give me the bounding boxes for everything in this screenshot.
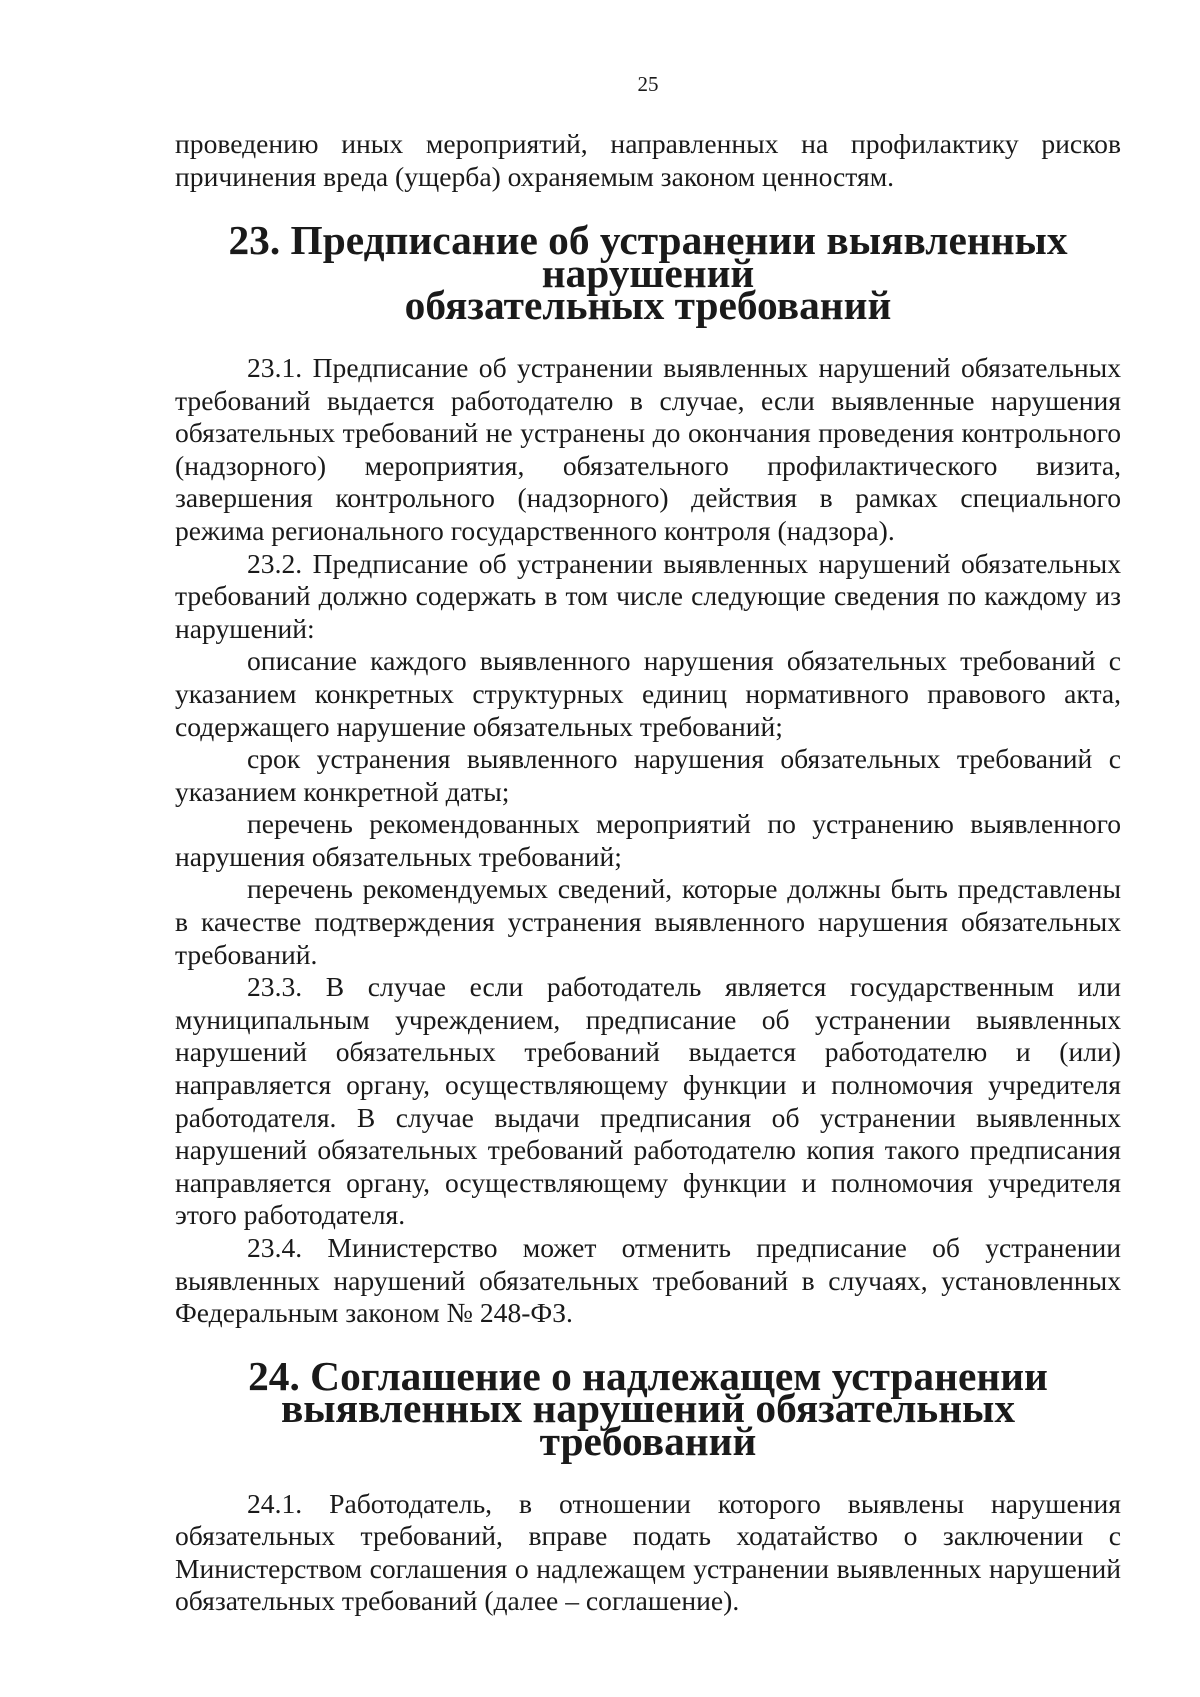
list-item: описание каждого выявленного нарушения обязательных требований с указанием конкретных структурных единиц нормативного правового акта, содержащего нарушение обязательных требований; <box>175 645 1121 742</box>
intro-paragraph: проведению иных мероприятий, направленных на профилактику рисков причинения вреда (ущерба) охраняемым законом ценностям. <box>175 128 1121 192</box>
list-item: срок устранения выявленного нарушения обязательных требований с указанием конкретной даты; <box>175 743 1121 807</box>
list-item: перечень рекомендуемых сведений, которые должны быть представлены в качестве подтверждения устранения выявленного нарушения обязательных требований. <box>175 873 1121 970</box>
paragraph-23-1: 23.1. Предписание об устранении выявленных нарушений обязательных требований выдается работодателю в случае, если выявленные нарушения обязательных требований не устранены до окончания проведения контрольного (надзорного) мероприятия, обязательного профилактического визита, завершения контрольного (надзорного) действия в рамках специального режима регионального государственного контроля (надзора). <box>175 351 1121 546</box>
section-23-heading-line-1: 23. Предписание об устранении выявленных нарушений <box>228 217 1068 296</box>
list-item: перечень рекомендованных мероприятий по устранению выявленного нарушения обязательных требований; <box>175 808 1121 872</box>
section-24-heading <box>175 1352 1121 1464</box>
paragraph-24-1: 24.1. Работодатель, в отношении которого выявлены нарушения обязательных требований, вправе подать ходатайство о заключении с Министерством соглашения о надлежащем устранении выявленных нарушений обязательных требований (далее – соглашение). <box>175 1487 1121 1617</box>
section-23-heading-line-2: обязательных требований <box>404 282 892 329</box>
section-24-heading-line-1: 24. Соглашение о надлежащем устранении <box>248 1352 1048 1399</box>
section-23-heading <box>175 217 1121 329</box>
paragraph-23-4: 23.4. Министерство может отменить предписание об устранении выявленных нарушений обязательных требований в случаях, установленных Федеральным законом № 248-ФЗ. <box>175 1232 1121 1329</box>
page-number: 25 <box>637 72 659 96</box>
section-24-heading-line-2: выявленных нарушений обязательных требований <box>280 1385 1016 1464</box>
paragraph-23-2: 23.2. Предписание об устранении выявленных нарушений обязательных требований должно содержать в том числе следующие сведения по каждому из нарушений: <box>175 547 1121 644</box>
document-body <box>175 128 1121 1618</box>
paragraph-23-3: 23.3. В случае если работодатель является государственным или муниципальным учреждением, предписание об устранении выявленных нарушений обязательных требований выдается работодателю и (или) направляется органу, осуществляющему функции и полномочия учредителя работодателя. В случае выдачи предписания об устранении выявленных нарушений обязательных требований работодателю копия такого предписания направляется органу, осуществляющему функции и полномочия учредителя этого работодателя. <box>175 971 1121 1231</box>
